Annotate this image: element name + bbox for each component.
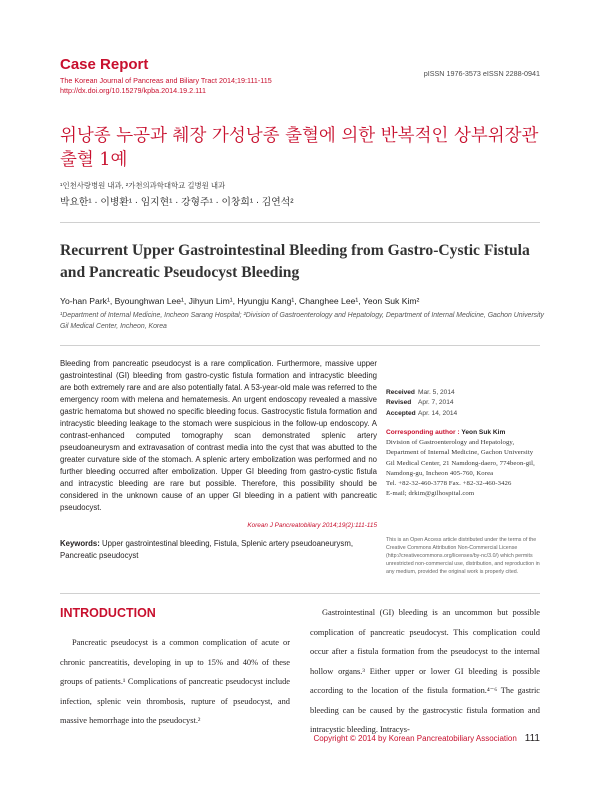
korean-affiliations: ¹인천사랑병원 내과, ²가천의과학대학교 길병원 내과 [60, 181, 226, 190]
doi-link[interactable]: http://dx.doi.org/10.15279/kpba.2014.19.2.111 [60, 86, 206, 95]
received-row [386, 388, 546, 398]
accepted-row [386, 409, 546, 419]
intro-paragraph-left: Pancreatic pseudocyst is a common complication of acute or chronic pancreatitis, developing in up to 15% and 40% of these groups of patients.¹ Complications of pancreatic pseudocyst include infection, splenic vein thrombosis, rupture of pseudocyst, and massive hemorrhage into the pseudocyst.² [60, 638, 290, 725]
contact-email[interactable]: E-mail; drkim@gilhospital.com [386, 490, 475, 498]
corresponding-author-heading [386, 428, 546, 438]
license-notice: This is an Open Access article distributed under the terms of the Creative Commons Attribution Non-Commercial License (http://creativecommons.org/licenses/by-nc/3.0/) which permits unrestricted non-commercial use, distribution, and reproduction in any medium, provided the original work is properly cited. [386, 537, 540, 575]
accepted-label: Accepted [386, 409, 416, 417]
keywords-list: Upper gastrointestinal bleeding, Fistula, Splenic artery pseudoaneurysm, Pancreatic pseudocyst [60, 539, 353, 560]
body-column-left [60, 633, 290, 731]
journal-citation: The Korean Journal of Pancreas and Biliary Tract 2014;19:111-115 [60, 76, 272, 85]
revised-label: Revised [386, 399, 412, 407]
contact-phone-fax: Tel. +82-32-460-3778 Fax. +82-32-460-3426 [386, 480, 512, 487]
revised-date: Apr. 7, 2014 [418, 399, 454, 407]
corresponding-author-address [386, 438, 546, 499]
intro-paragraph-right: Gastrointestinal (GI) bleeding is an uncommon but possible complication of pancreatic pseudocyst. This complication could occur after a fistula formation from the pseudocyst to the internal hollow organs.³ Either upper or lower GI bleeding is possible according to the location of the fistula formation.⁴⁻⁶ The gastric bleeding can be caused by the gastrocystic fistula formation and intracystic bleeding. Intracys- [310, 608, 540, 734]
address-line: Department of Internal Medicine, Gachon University [386, 449, 534, 457]
issn-label: pISSN 1976-3573 eISSN 2288-0941 [423, 69, 540, 78]
address-line: Namdong-gu, Incheon 405-760, Korea [386, 469, 494, 477]
page-number: 111 [524, 733, 540, 744]
korean-title: 위낭종 누공과 췌장 가성낭종 출혈에 의한 반복적인 상부위장관 출혈 1예 [60, 126, 539, 170]
keywords-label: Keywords: [60, 539, 100, 548]
english-affiliations: ¹Department of Internal Medicine, Incheon Sarang Hospital; ²Division of Gastroenterology and Hepatology, Department of Internal Medicine, Gachon University Gil Medical Center, Incheon, Korea [60, 312, 544, 330]
divider [60, 345, 540, 346]
article-info-sidebar [386, 388, 546, 576]
article-type-label: Case Report [60, 56, 149, 73]
corresponding-author-label: Corresponding author : [386, 428, 462, 436]
received-date: Mar. 5, 2014 [418, 389, 455, 396]
body-column-right [310, 603, 540, 740]
address-line: Division of Gastroenterology and Hepatology, [386, 439, 515, 447]
revised-row [386, 398, 546, 408]
section-heading-introduction: INTRODUCTION [60, 606, 156, 620]
abstract-text: Bleeding from pancreatic pseudocyst is a rare complication. Furthermore, massive upper gastrointestinal (GI) bleeding from gastro-cystic fistula formation and intracystic bleeding are both extremely rare and are also potentially fatal. A 53-year-old male was referred to the emergency room with melena and hematemesis. An urgent endoscopy revealed a massive gastric hematoma but showed no specific bleeding focus. Gastrocystic fistula formation and intracystic bleeding leakage to the stomach were suspicious in the follow-up endoscopy. A contrast-enhanced computed tomography scan demonstrated splenic artery pseudoaneurysm and extravasation of contrast media into the cyst that was abutted to the greater curvature side of the stomach. A splenic artery embolization was performed and no further bleeding occurred after embolization. Upper GI bleeding from gastro-cystic fistula and intracystic bleeding are rare but possible. Therefore, this possibility should be considered in the unknown cause of an upper GI bleeding in a patient with pancreatic pseudocyst. [60, 359, 377, 512]
accepted-date: Apr. 14, 2014 [418, 409, 458, 417]
korean-authors: 박요한¹ · 이병환¹ · 임지현¹ · 강형주¹ · 이창희¹ · 김연석² [60, 197, 294, 208]
copyright-notice: Copyright © 2014 by Korean Pancreatobiliary Association [313, 734, 517, 743]
english-title: Recurrent Upper Gastrointestinal Bleeding from Gastro-Cystic Fistula and Pancreatic Pseudocyst Bleeding [60, 242, 530, 281]
received-label: Received [386, 389, 415, 396]
english-authors: Yo-han Park¹, Byounghwan Lee¹, Jihyun Lim¹, Hyungju Kang¹, Changhee Lee¹, Yeon Suk Kim² [60, 296, 420, 306]
abstract [60, 352, 377, 562]
abstract-citation: Korean J Pancreatobiliary 2014;19(2):111-115 [247, 522, 377, 529]
keywords [60, 538, 377, 562]
divider [60, 222, 540, 223]
page-footer [313, 733, 540, 744]
address-line: Gil Medical Center, 21 Namdong-daero, 774beon-gil, [386, 459, 535, 467]
corresponding-author-name: Yeon Suk Kim [461, 428, 506, 436]
divider [60, 593, 540, 594]
